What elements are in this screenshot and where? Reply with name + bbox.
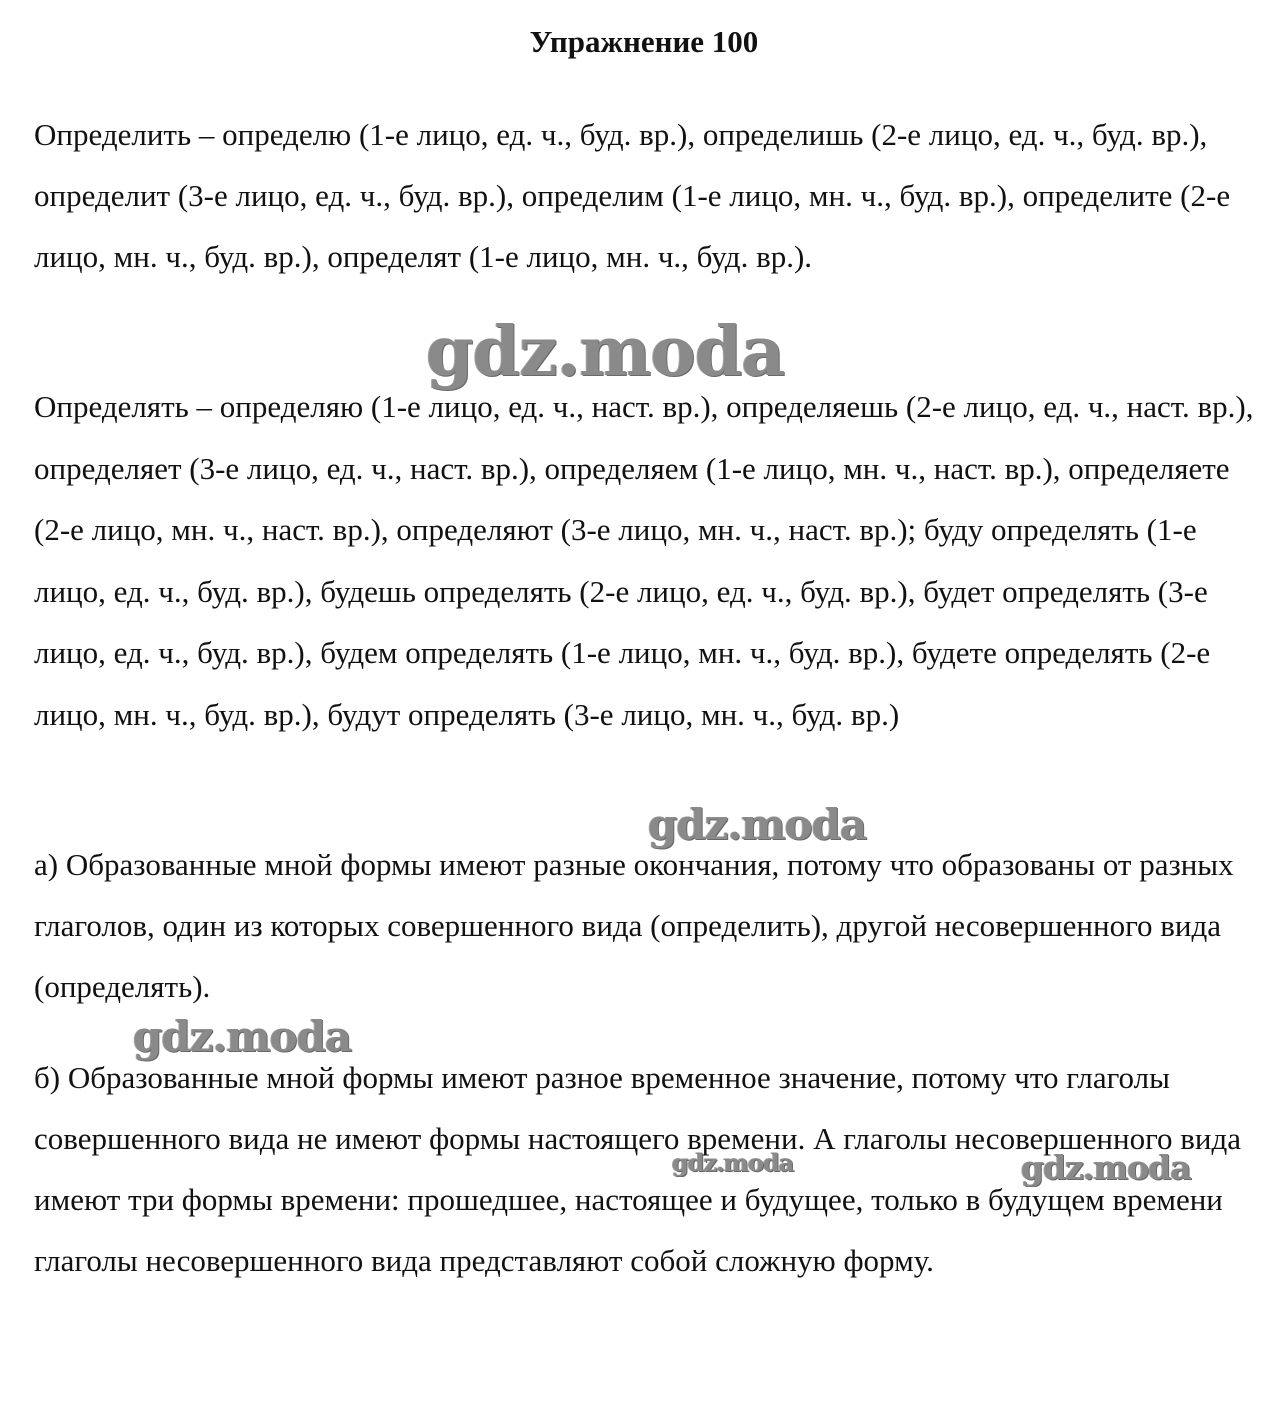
watermark-medium: gdz.moda <box>648 800 867 849</box>
paragraph-definitions-perfective: Определить – определю (1-е лицо, ед. ч., буд. вр.), определишь (2-е лицо, ед. ч., буд. вр.), определит (3-е лицо, ед. ч., буд. вр.), определим (1-е лицо, мн. ч., буд. вр.), определите (2-е лицо, мн. ч., буд. вр.), определят (1-е лицо, мн. ч., буд. вр.). <box>34 117 1231 274</box>
paragraph-answer-a: а) Образованные мной формы имеют разные окончания, потому что образованы от разных глаголов, один из которых совершенного вида (определить), другой несовершенного вида (определять). <box>34 847 1234 1004</box>
watermark-small-right: gdz.moda <box>1021 1148 1191 1187</box>
watermark-large: gdz.moda <box>426 312 785 392</box>
paragraph-definitions-imperfective: Определять – определяю (1-е лицо, ед. ч., наст. вр.), определяешь (2-е лицо, ед. ч., наст. вр.), определяет (3-е лицо, ед. ч., наст. вр.), определяем (1-е лицо, мн. ч., наст. вр.), определяете (2-е лицо, мн. ч., наст. вр.), определяют (3-е лицо, мн. ч., наст. вр.); буду определять (1-е лицо, ед. ч., буд. вр.), будешь определять (2-е лицо, ед. ч., буд. вр.), будет определять (3-е лицо, ед. ч., буд. вр.), будем определять (1-е лицо, мн. ч., буд. вр.), будете определять (2-е лицо, мн. ч., буд. вр.), будут определять (3-е лицо, мн. ч., буд. вр.) <box>34 389 1254 732</box>
watermark-small: gdz.moda <box>672 1148 794 1177</box>
watermark-medium-left: gdz.moda <box>133 1012 352 1061</box>
exercise-title: Упражнение 100 <box>529 24 759 59</box>
paragraph-answer-b: б) Образованные мной формы имеют разное временное значение, потому что глаголы совершенного вида не имеют формы настоящего времени. А глаголы несовершенного вида имеют три формы времени: прошедшее, настоящее и будущее, только в будущем времени глаголы несовершенного вида представляют собой сложную форму. <box>34 1060 1242 1278</box>
